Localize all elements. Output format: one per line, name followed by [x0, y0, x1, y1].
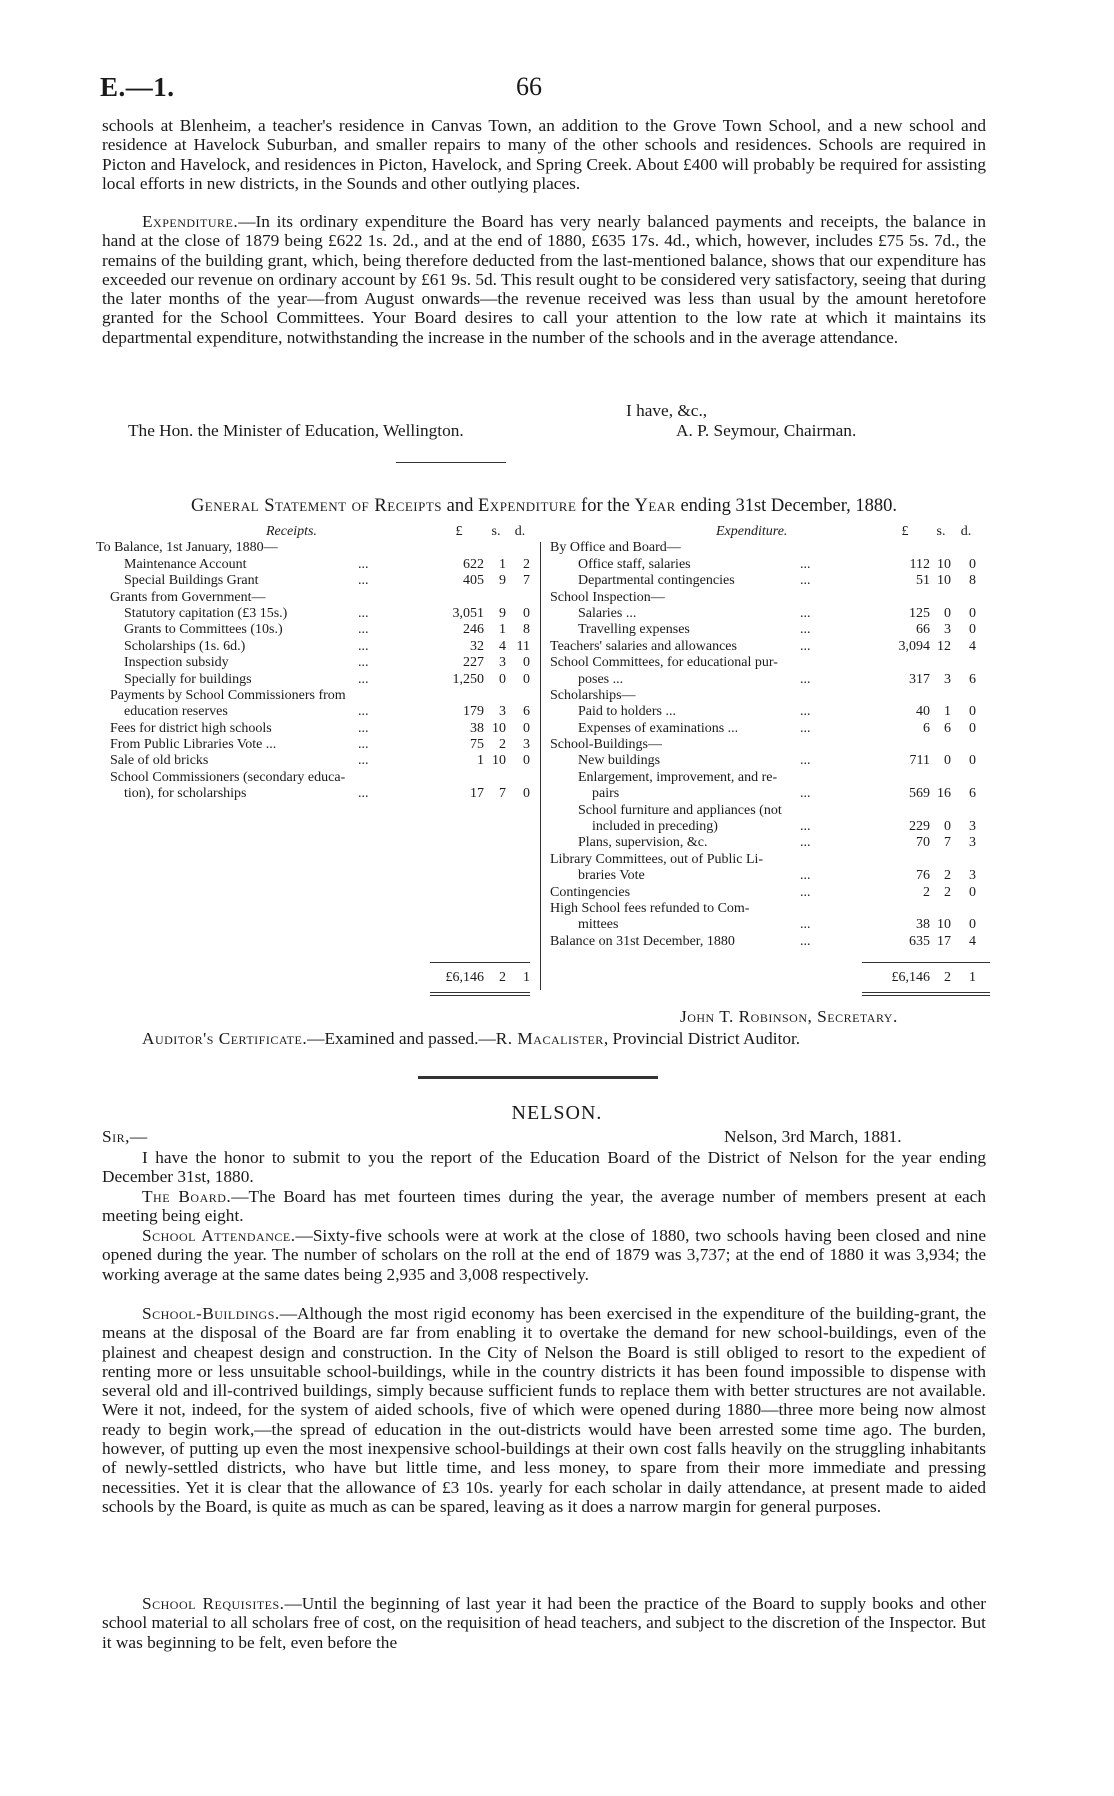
pence-value: 0: [969, 556, 976, 572]
pence-value: 3: [523, 737, 530, 753]
pounds-value: 246: [463, 622, 484, 638]
pounds-value: 179: [463, 704, 484, 720]
expenditure-row: [550, 852, 990, 868]
pounds-value: 38: [916, 917, 930, 933]
pence-value: 0: [523, 720, 530, 736]
pounds-value: 51: [916, 573, 930, 589]
pence-value: 2: [523, 556, 530, 572]
col-pound: £: [901, 524, 909, 539]
shillings-value: 16: [937, 786, 951, 802]
expenditure-row-label: School furniture and appliances (not: [578, 802, 782, 818]
shillings-value: 2: [944, 884, 951, 900]
pounds-value: 70: [916, 835, 930, 851]
receipt-row-label: Maintenance Account: [124, 556, 247, 572]
expenditure-row-label: Library Committees, out of Public Li-: [550, 851, 764, 867]
expenditure-row: [550, 540, 990, 556]
receipt-row: [96, 639, 536, 655]
expenditure-row: [550, 590, 990, 606]
shillings-value: 1: [499, 556, 506, 572]
expenditure-row: [550, 934, 990, 950]
expenditure-row: [550, 835, 990, 851]
expenditure-row-label: High School fees refunded to Com-: [550, 900, 750, 916]
receipt-row: [96, 573, 536, 589]
shillings-value: 12: [937, 638, 951, 654]
title-part: Year: [634, 496, 676, 516]
pence-value: 7: [523, 573, 530, 589]
pounds-value: 711: [909, 753, 930, 769]
pence-value: 4: [969, 638, 976, 654]
shillings-value: 3: [499, 655, 506, 671]
receipt-row: [96, 606, 536, 622]
receipt-row: [96, 655, 536, 671]
expenditure-total: [550, 970, 990, 986]
pounds-value: 1,250: [452, 671, 484, 687]
pence-value: 0: [969, 917, 976, 933]
nelson-heading: NELSON.: [511, 1102, 603, 1124]
leader-dots: ...: [358, 655, 369, 671]
pounds-value: 2: [923, 884, 930, 900]
receipts-total-rule: [430, 962, 530, 963]
leader-dots: ...: [800, 720, 811, 736]
leader-dots: ...: [800, 753, 811, 769]
title-part: ending 31st December, 1880.: [675, 496, 898, 516]
auditor-name: R. Macalister: [495, 1029, 604, 1048]
expenditure-row-label: Balance on 31st December, 1880: [550, 933, 735, 949]
receipts-header-row: [96, 524, 536, 540]
expenditure-row-label: By Office and Board—: [550, 540, 681, 556]
title-part: for the: [576, 496, 635, 516]
leader-dots: ...: [800, 622, 811, 638]
pounds-value: 66: [916, 622, 930, 638]
page-number: 66: [516, 72, 542, 101]
receipt-row-label: From Public Libraries Vote ...: [110, 737, 277, 753]
salutation: Sir,—: [102, 1127, 148, 1146]
leader-dots: ...: [800, 819, 811, 835]
receipt-row: [96, 786, 536, 802]
board-paragraph: [102, 1187, 986, 1226]
receipt-row: [96, 770, 536, 786]
pounds-value: 76: [916, 868, 930, 884]
pounds-value: 1: [477, 753, 484, 769]
pounds-value: 40: [916, 704, 930, 720]
shillings-value: 0: [944, 819, 951, 835]
shillings-value: 10: [937, 917, 951, 933]
pence-value: 4: [969, 933, 976, 949]
pounds-value: 32: [470, 638, 484, 654]
expenditure-row-label: Scholarships—: [550, 687, 636, 703]
leader-dots: ...: [800, 704, 811, 720]
expenditure-row: [550, 721, 990, 737]
expenditure-row: [550, 819, 990, 835]
leader-dots: ...: [800, 868, 811, 884]
expenditure-double-rule: [862, 995, 990, 996]
pence-value: 0: [969, 753, 976, 769]
pounds-value: 38: [470, 720, 484, 736]
col-pound: £: [455, 524, 463, 539]
pounds-value: 229: [909, 819, 930, 835]
expenditure-double-rule: [862, 992, 990, 993]
receipt-row-label: To Balance, 1st January, 1880—: [96, 540, 278, 556]
expenditure-row-label: pairs: [592, 786, 620, 802]
pence-value: 0: [969, 605, 976, 621]
shillings-value: 3: [944, 671, 951, 687]
expenditure-row: [550, 672, 990, 688]
receipt-row-label: education reserves: [124, 704, 228, 720]
expenditure-row: [550, 655, 990, 671]
pence-value: 0: [523, 671, 530, 687]
shillings-value: 10: [937, 556, 951, 572]
expenditure-row: [550, 606, 990, 622]
shillings-value: 2: [499, 737, 506, 753]
leader-dots: ...: [800, 671, 811, 687]
expenditure-row: [550, 868, 990, 884]
shillings-value: 10: [492, 720, 506, 736]
leader-dots: ...: [358, 753, 369, 769]
receipt-row-label: School Commissioners (secondary educa-: [110, 769, 346, 785]
pounds-value: 75: [470, 737, 484, 753]
pence-value: 3: [969, 835, 976, 851]
expenditure-row: [550, 737, 990, 753]
closing-signatory: A. P. Seymour, Chairman.: [676, 421, 857, 440]
expenditure-paragraph: [102, 212, 986, 347]
leader-dots: ...: [358, 556, 369, 572]
expenditure-row: [550, 917, 990, 933]
receipt-row: [96, 557, 536, 573]
col-pence: d.: [514, 524, 526, 539]
pounds-value: 125: [909, 605, 930, 621]
page-code: E.—1.: [100, 72, 175, 102]
col-shillings: s.: [936, 524, 946, 539]
leader-dots: ...: [800, 638, 811, 654]
expenditure-header-row: [550, 524, 990, 540]
total-pence: 1: [969, 970, 976, 985]
leader-dots: ...: [800, 884, 811, 900]
receipts-heading: Receipts.: [266, 524, 317, 539]
shillings-value: 17: [937, 933, 951, 949]
pence-value: 0: [969, 720, 976, 736]
pounds-value: 3,051: [452, 605, 484, 621]
pounds-value: 405: [463, 573, 484, 589]
leader-dots: ...: [358, 638, 369, 654]
leader-dots: ...: [358, 622, 369, 638]
expenditure-row-label: poses ...: [578, 671, 624, 687]
shillings-value: 3: [944, 622, 951, 638]
receipt-row-label: Scholarships (1s. 6d.): [124, 638, 246, 654]
secretary-signature: John T. Robinson, Secretary.: [680, 1007, 898, 1026]
receipt-row: [96, 540, 536, 556]
receipt-row-label: Specially for buildings: [124, 671, 252, 687]
board-label: The Board.: [142, 1187, 232, 1206]
pence-value: 8: [523, 622, 530, 638]
shillings-value: 1: [944, 704, 951, 720]
shillings-value: 7: [499, 786, 506, 802]
auditor-certificate: [142, 1029, 800, 1049]
expenditure-total-row: [550, 970, 990, 986]
pounds-value: 317: [909, 671, 930, 687]
expenditure-row-label: braries Vote: [578, 868, 645, 884]
shillings-value: 9: [499, 605, 506, 621]
expenditure-row: [550, 704, 990, 720]
receipt-row: [96, 737, 536, 753]
expenditure-row: [550, 557, 990, 573]
expenditure-row-label: Paid to holders ...: [578, 704, 676, 720]
pence-value: 0: [523, 605, 530, 621]
pence-value: 11: [516, 638, 530, 654]
expenditure-label: Expenditure.: [142, 212, 239, 231]
total-shillings: 2: [499, 970, 506, 985]
shillings-value: 0: [944, 753, 951, 769]
auditor-text: —Examined and passed.—: [307, 1029, 496, 1048]
receipt-row-label: Special Buildings Grant: [124, 573, 259, 589]
receipt-row: [96, 704, 536, 720]
title-part: General Statement of Receipts: [190, 496, 443, 516]
col-shillings: s.: [491, 524, 501, 539]
auditor-title: , Provincial District Auditor.: [603, 1029, 801, 1048]
buildings-label: School-Buildings.: [142, 1304, 280, 1323]
receipt-row-label: Payments by School Commissioners from: [110, 687, 346, 703]
closing-i-have: I have, &c.,: [626, 401, 708, 420]
leader-dots: ...: [358, 720, 369, 736]
pence-value: 8: [969, 573, 976, 589]
total-shillings: 2: [944, 970, 951, 985]
receipt-row: [96, 721, 536, 737]
expenditure-row-label: Departmental contingencies: [578, 573, 735, 589]
receipt-row-label: Inspection subsidy: [124, 655, 229, 671]
expenditure-row: [550, 573, 990, 589]
shillings-value: 4: [499, 638, 506, 654]
pence-value: 0: [523, 753, 530, 769]
shillings-value: 10: [492, 753, 506, 769]
pounds-value: 227: [463, 655, 484, 671]
receipt-row-label: Fees for district high schools: [110, 720, 272, 736]
attendance-label: School Attendance.: [142, 1226, 296, 1245]
attendance-paragraph: [102, 1226, 986, 1284]
dateline: Nelson, 3rd March, 1881.: [724, 1127, 902, 1146]
expenditure-row-label: Plans, supervision, &c.: [578, 835, 708, 851]
total-pounds: £6,146: [445, 970, 484, 985]
expenditure-row-label: Expenses of examinations ...: [578, 720, 739, 736]
receipt-row-label: Statutory capitation (£3 15s.): [124, 605, 288, 621]
nelson-intro-paragraph: I have the honor to submit to you the report of the Education Board of the District of Nelson for the year ending December 31st, 1880.: [102, 1148, 986, 1187]
pounds-value: 112: [909, 556, 930, 572]
pounds-value: 17: [470, 786, 484, 802]
leader-dots: ...: [800, 786, 811, 802]
receipt-row-label: Grants to Committees (10s.): [124, 622, 283, 638]
receipt-row: [96, 590, 536, 606]
col-pence: d.: [960, 524, 972, 539]
expenditure-row-label: included in preceding): [592, 819, 718, 835]
expenditure-row: [550, 901, 990, 917]
expenditure-row-label: Teachers' salaries and allowances: [550, 638, 737, 654]
expenditure-row: [550, 885, 990, 901]
expenditure-row: [550, 770, 990, 786]
leader-dots: ...: [358, 786, 369, 802]
pounds-value: 6: [923, 720, 930, 736]
pence-value: 0: [523, 655, 530, 671]
intro-paragraph: schools at Blenheim, a teacher's residence in Canvas Town, an addition to the Grove Town School, and a new school and residence at Havelock Suburban, and smaller repairs to many of the other schools and residences. Schools are required in Picton and Havelock, and residences in Picton, Havelock, and Spring Creek. About £400 will probably be required for assisting local efforts in new districts, in the Sounds and other outlying places.: [102, 116, 986, 193]
pounds-value: 635: [909, 933, 930, 949]
expenditure-row-label: Office staff, salaries: [578, 556, 691, 572]
receipts-rows: [96, 540, 536, 802]
leader-dots: ...: [358, 573, 369, 589]
expenditure-row-label: New buildings: [578, 753, 661, 769]
closing-addressee: The Hon. the Minister of Education, Wellington.: [128, 421, 464, 440]
expenditure-row: [550, 786, 990, 802]
title-part: and: [442, 496, 478, 516]
leader-dots: ...: [800, 835, 811, 851]
receipts-table: [96, 524, 536, 1004]
board-text: —The Board has met fourteen times during the year, the average number of members present at each meeting being eight.: [102, 1187, 986, 1226]
pounds-value: 3,094: [898, 638, 930, 654]
receipt-row-label: Grants from Government—: [110, 589, 266, 605]
receipts-total: [96, 970, 536, 986]
auditor-label: Auditor's Certificate.: [142, 1029, 308, 1048]
expenditure-row-label: School Committees, for educational pur-: [550, 655, 778, 671]
pence-value: 0: [969, 884, 976, 900]
pence-value: 6: [969, 786, 976, 802]
leader-dots: ...: [800, 605, 811, 621]
receipt-row-label: Sale of old bricks: [110, 753, 209, 769]
section-divider: [418, 1076, 658, 1079]
pounds-value: 569: [909, 786, 930, 802]
requisites-label: School Requisites.: [142, 1594, 285, 1613]
shillings-value: 0: [944, 605, 951, 621]
receipts-total-row: [96, 970, 536, 986]
expenditure-row: [550, 622, 990, 638]
leader-dots: ...: [800, 573, 811, 589]
expenditure-row-label: School Inspection—: [550, 589, 665, 605]
shillings-value: 9: [499, 573, 506, 589]
total-pence: 1: [523, 970, 530, 985]
expenditure-row-label: mittees: [578, 917, 619, 933]
leader-dots: ...: [800, 933, 811, 949]
buildings-paragraph: [102, 1304, 986, 1516]
leader-dots: ...: [800, 556, 811, 572]
expenditure-rows: [550, 540, 990, 950]
expenditure-row-label: Enlargement, improvement, and re-: [578, 769, 778, 785]
receipts-double-rule: [430, 992, 530, 993]
expenditure-heading: Expenditure.: [716, 524, 788, 539]
receipt-row: [96, 672, 536, 688]
expenditure-total-rule: [862, 962, 990, 963]
leader-dots: ...: [800, 917, 811, 933]
leader-dots: ...: [358, 671, 369, 687]
leader-dots: ...: [358, 605, 369, 621]
shillings-value: 2: [944, 868, 951, 884]
divider: [396, 462, 506, 463]
receipt-row: [96, 688, 536, 704]
title-part: Expenditure: [478, 496, 577, 516]
expenditure-row-label: Salaries ...: [578, 605, 637, 621]
leader-dots: ...: [358, 737, 369, 753]
pence-value: 0: [969, 622, 976, 638]
statement-title: [102, 496, 986, 517]
expenditure-table: [550, 524, 990, 1004]
shillings-value: 3: [499, 704, 506, 720]
receipt-row: [96, 622, 536, 638]
receipt-row: [96, 753, 536, 769]
pence-value: 6: [969, 671, 976, 687]
shillings-value: 7: [944, 835, 951, 851]
expenditure-row-label: Contingencies: [550, 884, 631, 900]
expenditure-row-label: Travelling expenses: [578, 622, 690, 638]
attendance-text: —Sixty-five schools were at work at the close of 1880, two schools having been closed and nine opened during the year. The number of scholars on the roll at the end of 1879 was 3,737; at the end of 1880 it was 3,934; the working average at the same dates being 2,935 and 3,008 respectively.: [102, 1226, 986, 1284]
expenditure-text: —In its ordinary expenditure the Board has very nearly balanced payments and receipts, the balance in hand at the close of 1879 being £622 1s. 2d., and at the end of 1880, £635 17s. 4d., which, however, includes £75 5s. 7d., the remains of the building grant, which, being therefore deducted from the last-mentioned balance, shows that our expenditure has exceeded our revenue on ordinary account by £61 9s. 5d. This result ought to be considered very satisfactory, seeing that during the later months of the year—from August onwards—the revenue received was less than usual by the amount heretofore granted for the School Committees. Your Board desires to call your attention to the low rate at which it maintains its departmental expenditure, notwithstanding the increase in the number of the schools and in the average attendance.: [102, 212, 986, 347]
receipt-row-label: tion), for scholarships: [124, 786, 247, 802]
total-pounds: £6,146: [891, 970, 930, 985]
column-divider: [540, 542, 541, 990]
requisites-text: —Until the beginning of last year it had been the practice of the Board to supply books and other school material to all scholars free of cost, on the requisition of head teachers, and subject to the discretion of the Inspector. But it was beginning to be felt, even before the: [102, 1594, 986, 1652]
buildings-text: —Although the most rigid economy has been exercised in the expenditure of the building-grant, the means at the disposal of the Board are far from enabling it to overtake the demand for new school-buildings, even of the plainest and cheapest design and construction. In the City of Nelson the Board is still obliged to resort to the expedient of renting more or less unsuitable school-buildings, while in the country districts it has been found impossible to dispense with several old and ill-contrived buildings, simply because sufficient funds to replace them with better structures are not available. Were it not, indeed, for the system of aided schools, five of which were opened during 1880—three more being now almost ready to begin work,—the spread of education in the out-districts would have been arrested some time ago. The burden, however, of putting up even the most inexpensive school-buildings at their own cost falls heavily on the struggling inhabitants of newly-settled districts, who have but little time, and less money, to spare from their more immediate and pressing necessities. Yet it is clear that the allowance of £3 10s. yearly for each scholar in daily attendance, at present made to aided schools by the Board, is quite as much as can be spared, leaving as it does a narrow margin for general purposes.: [102, 1304, 986, 1516]
leader-dots: ...: [358, 704, 369, 720]
requisites-paragraph: [102, 1594, 986, 1652]
pence-value: 6: [523, 704, 530, 720]
shillings-value: 1: [499, 622, 506, 638]
expenditure-row: [550, 639, 990, 655]
expenditure-row: [550, 753, 990, 769]
pounds-value: 622: [463, 556, 484, 572]
shillings-value: 10: [937, 573, 951, 589]
pence-value: 3: [969, 868, 976, 884]
pence-value: 0: [969, 704, 976, 720]
expenditure-row-label: School-Buildings—: [550, 737, 663, 753]
pence-value: 0: [523, 786, 530, 802]
shillings-value: 6: [944, 720, 951, 736]
expenditure-row: [550, 688, 990, 704]
pence-value: 3: [969, 819, 976, 835]
expenditure-row: [550, 803, 990, 819]
receipts-double-rule: [430, 995, 530, 996]
shillings-value: 0: [499, 671, 506, 687]
